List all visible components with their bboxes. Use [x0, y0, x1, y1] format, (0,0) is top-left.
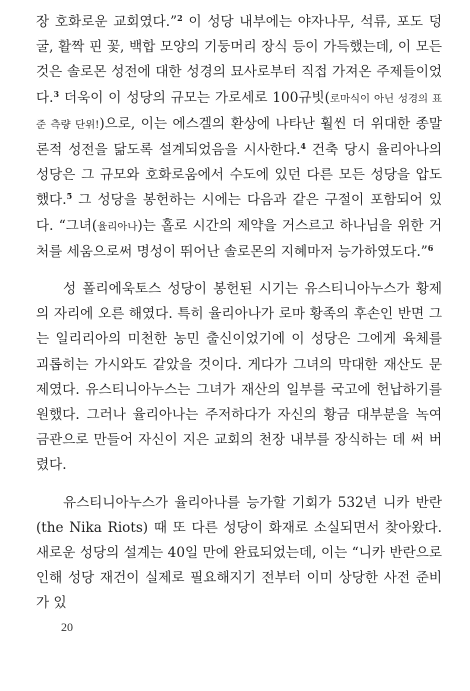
text-run: )으로, 이는 에스겔의 환상에 나타난 훨씬 더 위대한 종말론적 성전을 닮도록 설계되었음을 시사한다.: [36, 115, 442, 159]
paragraph-3: [36, 491, 442, 617]
text-run: 성 폴리에욱토스 성당이 봉헌된 시기는 유스티니아누스가 황제의 자리에 오른 해였다. 특히 율리아나가 로마 황족의 후손인 반면 그는 일리리아의 미천한 농민 출신이었기에 이 성당은 그에게 육체를 괴롭히는 가시와도 같았을 것이다. 게다가 그녀의 막대한 재산도 문제였다. 유스티니아누스는 그녀가 재산의 일부를 국고에 헌납하기를 원했다. 그러나 율리아나는 주저하다가 자신의 황금 대부분을 녹여 금관으로 만들어 자신이 지은 교회의 천장 내부를 장식하는 데 써 버렸다.: [36, 281, 442, 474]
footnote-marker[interactable]: 2: [177, 13, 183, 23]
text-run: 이 성당 내부에는 야자나무, 석류, 포도 덩굴, 활짝 핀 꽃, 백합 모양의 기둥머리 장식 등이 가득했는데, 이 모든 것은 솔로몬 성전에 대한 성경의 묘사로부터 직접 가져온 주제들이었다.: [36, 14, 442, 106]
footnote-marker[interactable]: 4: [300, 141, 306, 152]
text-run: )는 홀로 시간의 제약을 거스르고 하나님을 위한 거처를 세움으로써 명성이 뛰어난 솔로몬의 지혜마저 능가하였도다.”: [36, 217, 442, 260]
text-run: 장 호화로운 교회였다.”: [36, 14, 178, 30]
paragraph-1: [36, 10, 442, 265]
text-run: 건축 당시 율리아나의 성당은 그 규모와 호화로움에서 수도에 있던 다른 모든 성당을 압도했다.: [36, 142, 442, 209]
footnote-marker[interactable]: 3: [53, 88, 60, 99]
text-run: 더욱이 이 성당의 규모는 가로세로 100규빗(: [59, 89, 330, 106]
footnote-marker[interactable]: 6: [427, 242, 434, 253]
text-run: 그 성당을 봉헌하는 시에는 다음과 같은 구절이 포함되어 있다. “그녀(: [36, 192, 442, 234]
text-run: 유스티니아누스가 율리아나를 능가할 기회가 532년 니카 반란(the Nika Riots) 때 또 다른 성당이 화재로 소실되면서 찾아왔다. 새로운 성당의 설계는 40일 만에 완료되었는데, 이는 “니카 반란으로 인해 성당 재건이 실제로 필요해지기 전부터 이미 상당한 사전 준비가 있: [36, 494, 442, 612]
paragraph-2: [36, 277, 442, 479]
page-number: 20: [61, 620, 73, 634]
document-page: [36, 10, 442, 617]
inline-note: 로마식이 아닌 성경의 표준 측량 단위!: [36, 92, 443, 131]
inline-note: 율리아나: [97, 220, 138, 233]
footnote-marker[interactable]: 5: [66, 191, 73, 202]
